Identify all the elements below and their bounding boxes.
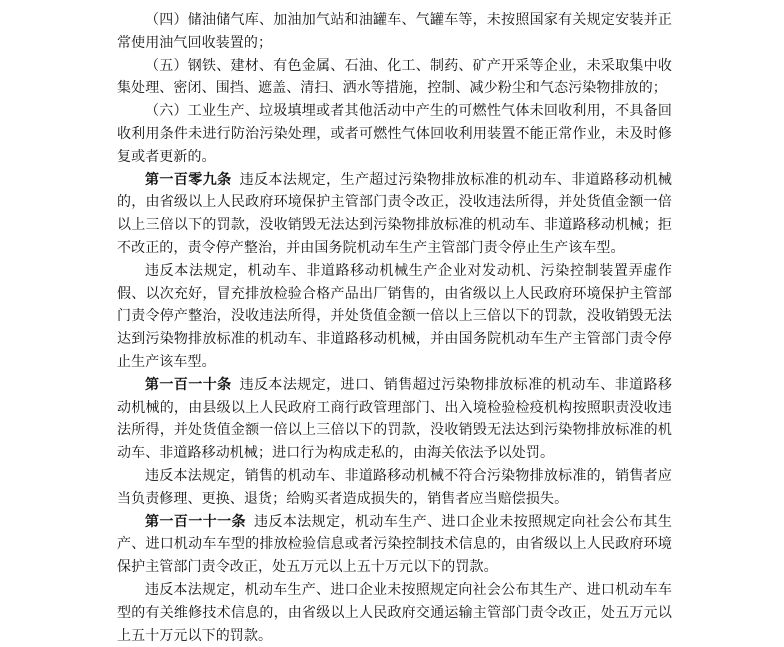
- paragraph-text: （四）储油储气库、加油加气站和油罐车、气罐车等，未按照国家有关规定安装并正常使用油气回收装置的；: [117, 12, 672, 51]
- article-111-paragraph-2: [117, 579, 672, 647]
- paragraph-item-6: [117, 100, 672, 168]
- article-109-paragraph: [117, 169, 672, 260]
- paragraph-text: 违反本法规定，进口、销售超过污染物排放标准的机动车、非道路移动机械的，由县级以上人民政府工商行政管理部门、出入境检验检疫机构按照职责没收违法所得，并处货值金额一倍以上三倍以下的罚款，没收销毁无法达到污染物排放标准的机动车、非道路移动机械；进口行为构成走私的，由海关依法予以处罚。: [117, 376, 672, 462]
- paragraph-text: 违反本法规定，生产超过污染物排放标准的机动车、非道路移动机械的，由省级以上人民政府环境保护主管部门责令改正，没收违法所得，并处货值金额一倍以上三倍以下的罚款，没收销毁无法达到污染物排放标准的机动车、非道路移动机械；拒不改正的，责令停产整治，并由国务院机动车生产主管部门责令停止生产该车型。: [117, 171, 672, 256]
- paragraph-item-4: [117, 9, 672, 55]
- paragraph-text: 违反本法规定，销售的机动车、非道路移动机械不符合污染物排放标准的，销售者应当负责修理、更换、退货；给购买者造成损失的，销售者应当赔偿损失。: [117, 467, 672, 507]
- paragraph-text: 违反本法规定，机动车生产、进口企业未按照规定向社会公布其生产、进口机动车车型的有关维修技术信息的，由省级以上人民政府交通运输主管部门责令改正，处五万元以上五十万元以下的罚款。: [117, 581, 672, 644]
- paragraph-text: （六）工业生产、垃圾填埋或者其他活动中产生的可燃性气体未回收利用，不具备回收利用条件未进行防治污染处理，或者可燃性气体回收利用装置不能正常作业，未及时修复或者更新的。: [117, 103, 672, 165]
- article-number: 第一百零九条: [145, 171, 232, 188]
- article-110-paragraph: [117, 374, 672, 465]
- article-number: 第一百一十一条: [145, 513, 246, 530]
- article-109-paragraph-2: [117, 260, 672, 374]
- paragraph-text: （五）钢铁、建材、有色金属、石油、化工、制药、矿产开采等企业，未采取集中收集处理、密闭、围挡、遮盖、清扫、洒水等措施，控制、减少粉尘和气态污染物排放的；: [117, 57, 672, 97]
- document-page: [117, 9, 672, 647]
- article-number: 第一百一十条: [145, 376, 232, 393]
- paragraph-text: 违反本法规定，机动车生产、进口企业未按照规定向社会公布其生产、进口机动车车型的排放检验信息或者污染控制技术信息的，由省级以上人民政府环境保护主管部门责令改正，处五万元以上五十万元以下的罚款。: [117, 513, 672, 576]
- paragraph-item-5: [117, 55, 672, 101]
- article-110-paragraph-2: [117, 465, 672, 511]
- article-111-paragraph: [117, 511, 672, 579]
- paragraph-text: 违反本法规定，机动车、非道路移动机械生产企业对发动机、污染控制装置弄虚作假、以次充好，冒充排放检验合格产品出厂销售的，由省级以上人民政府环境保护主管部门责令停产整治，没收违法所得，并处货值金额一倍以上三倍以下的罚款，没收销毁无法达到污染物排放标准的机动车、非道路移动机械，并由国务院机动车生产主管部门责令停止生产该车型。: [117, 262, 672, 370]
